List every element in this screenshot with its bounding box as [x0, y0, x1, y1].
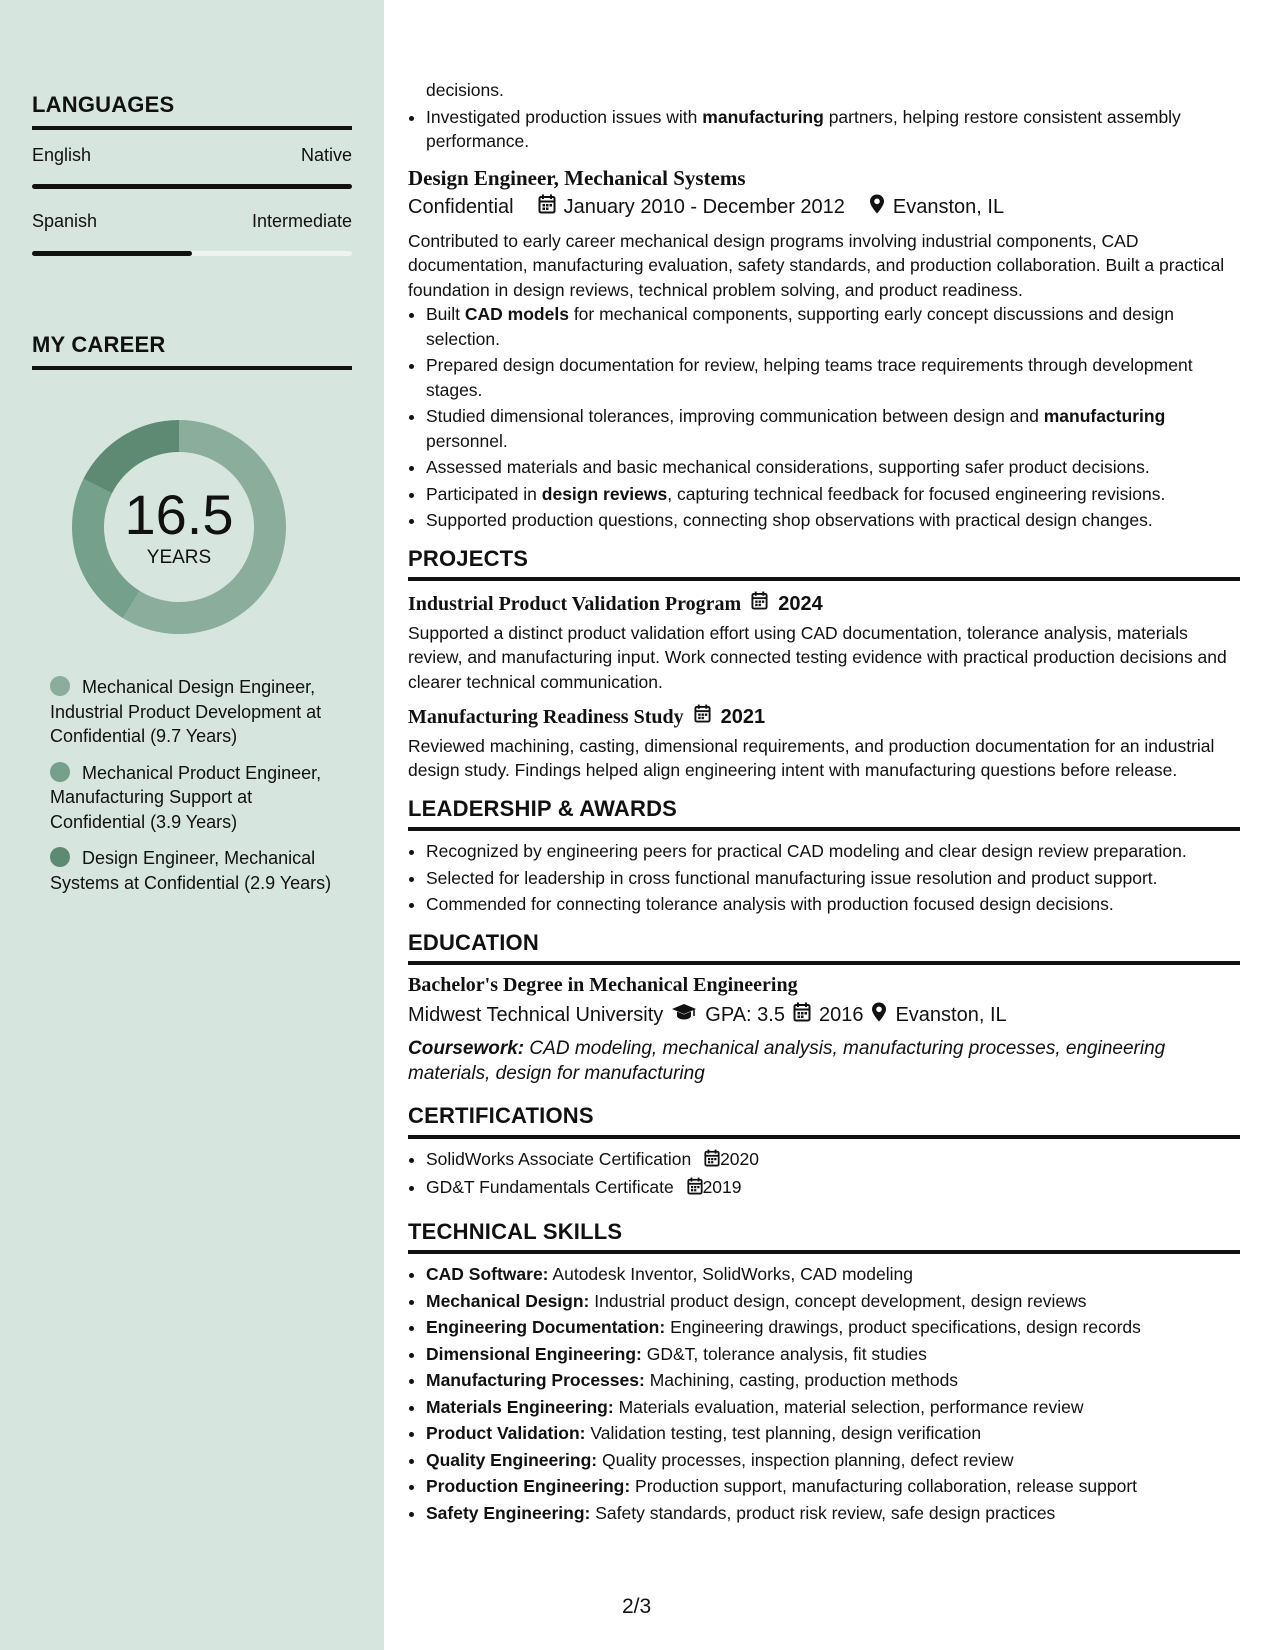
- calendar-icon: [538, 194, 556, 221]
- skills-list: [408, 1262, 1240, 1525]
- skill-item: [426, 1289, 1240, 1314]
- project-title: Manufacturing Readiness Study: [408, 705, 684, 728]
- skill-value: Materials evaluation, material selection, performance review: [618, 1396, 1084, 1417]
- education-location: Evanston, IL: [895, 1003, 1007, 1026]
- location-pin-icon: [871, 1002, 887, 1029]
- bullet-text: Participated in: [426, 483, 542, 504]
- language-name: English: [32, 145, 92, 165]
- skill-value: Autodesk Inventor, SolidWorks, CAD modeling: [552, 1264, 913, 1284]
- bullet-continuation: [426, 78, 1240, 103]
- experience-bullet: [426, 482, 1240, 507]
- coursework-label: Coursework:: [408, 1038, 525, 1059]
- project-year: 2021: [720, 705, 766, 728]
- experience-bullet: [426, 353, 1240, 402]
- education-gpa: GPA: 3.5: [705, 1003, 785, 1026]
- language-proficiency-bar: [32, 251, 352, 256]
- carryover-bullets: [408, 78, 1240, 154]
- calendar-icon: [751, 591, 768, 617]
- experience-bullet: [426, 508, 1240, 533]
- education-school: Midwest Technical University: [408, 1003, 664, 1026]
- job-company: Confidential: [408, 196, 514, 218]
- career-item-text: Mechanical Product Engineer, Manufacturing Support at Confidential (3.9 Years): [50, 762, 322, 832]
- language-level: Native: [300, 145, 352, 165]
- skill-label: Manufacturing Processes:: [426, 1370, 645, 1390]
- language-proficiency-fill: [32, 184, 352, 189]
- certifications-list: [408, 1147, 1240, 1202]
- career-item-text: Mechanical Design Engineer, Industrial Product Development at Confidential (9.7 Years): [50, 677, 322, 746]
- job-meta: [408, 194, 1240, 221]
- bullet-text: partners, helping restore consistent assembly performance.: [426, 106, 1181, 151]
- calendar-icon: [687, 1177, 703, 1202]
- education-heading: EDUCATION: [408, 931, 1240, 966]
- skill-item: [426, 1421, 1240, 1446]
- leadership-item: • Recognized by engineering peers for practical CAD modeling and clear design review preparation.: [426, 839, 1240, 864]
- language-name: Spanish: [32, 211, 98, 231]
- projects-heading: PROJECTS: [408, 547, 1240, 582]
- skills-heading: TECHNICAL SKILLS: [408, 1220, 1240, 1255]
- skill-value: Validation testing, test planning, design verification: [590, 1423, 982, 1443]
- career-total-unit: YEARS: [146, 547, 212, 568]
- bullet-text: decisions.: [426, 80, 504, 100]
- certification-year: 2020: [720, 1148, 760, 1169]
- leadership-item: • Selected for leadership in cross functional manufacturing issue resolution and product support.: [426, 866, 1240, 891]
- skill-item: [426, 1315, 1240, 1340]
- skill-label: CAD Software:: [426, 1264, 549, 1284]
- skill-value: Production support, manufacturing collaboration, release support: [635, 1476, 1138, 1496]
- language-row: [32, 145, 352, 166]
- skill-item: [426, 1368, 1240, 1393]
- career-legend-dot: [50, 762, 70, 782]
- job-location: Evanston, IL: [892, 196, 1005, 218]
- bullet-text: personnel.: [426, 430, 508, 451]
- career-donut-chart: [66, 414, 292, 640]
- bullet-text: Prepared design documentation for review, helping teams trace requirements through development stages.: [426, 355, 1193, 400]
- calendar-icon: [694, 704, 711, 730]
- project-title: Industrial Product Validation Program: [408, 592, 742, 615]
- career-total-years: 16.5: [124, 483, 234, 546]
- education-meta: [408, 1002, 1240, 1029]
- career-heading: MY CAREER: [32, 332, 352, 370]
- emphasis-text: manufacturing: [702, 106, 824, 127]
- languages-heading: LANGUAGES: [32, 92, 352, 130]
- experience-bullet: [426, 455, 1240, 480]
- education-coursework: [408, 1036, 1240, 1086]
- skill-label: Production Engineering:: [426, 1476, 631, 1496]
- graduation-cap-icon: [671, 1003, 697, 1028]
- experience-bullet: [426, 105, 1240, 154]
- skill-label: Mechanical Design:: [426, 1290, 590, 1311]
- skill-label: Quality Engineering:: [426, 1449, 598, 1470]
- skill-label: Dimensional Engineering:: [426, 1343, 642, 1364]
- leadership-item: • Commended for connecting tolerance analysis with production focused design decisions.: [426, 892, 1240, 917]
- certification-item: [426, 1175, 1240, 1202]
- skill-label: Product Validation:: [426, 1423, 586, 1443]
- bullet-text: Supported production questions, connecting shop observations with practical design changes.: [426, 510, 1153, 530]
- skill-value: Engineering drawings, product specifications, design records: [670, 1317, 1141, 1337]
- career-item-text: Design Engineer, Mechanical Systems at Confidential (2.9 Years): [50, 848, 332, 893]
- calendar-icon: [793, 1002, 811, 1029]
- language-proficiency-fill: [32, 251, 192, 256]
- calendar-icon: [704, 1149, 720, 1174]
- skill-value: Safety standards, product risk review, safe design practices: [595, 1502, 1056, 1523]
- education-degree: Bachelor's Degree in Mechanical Engineering: [408, 974, 798, 996]
- job-summary: Contributed to early career mechanical design programs involving industrial components, CAD documentation, manufacturing evaluation, safety standards, and production collaboration. Built a practical foundation in design reviews, technical problem solving, and product readiness.: [408, 230, 1225, 300]
- bullet-text: , capturing technical feedback for focused engineering revisions.: [667, 483, 1166, 504]
- project-title-row: [408, 591, 1240, 617]
- education-year: 2016: [818, 1003, 864, 1026]
- project-description: Reviewed machining, casting, dimensional requirements, and production documentation for an industrial design study. Findings helped align engineering intent with manufacturing questions before release.: [408, 735, 1215, 780]
- skill-label: Engineering Documentation:: [426, 1317, 666, 1337]
- bullet-text: Studied dimensional tolerances, improving communication between design and: [426, 406, 1044, 426]
- skill-label: Safety Engineering:: [426, 1502, 591, 1523]
- skill-value: Machining, casting, production methods: [649, 1370, 959, 1390]
- sidebar: [0, 0, 384, 1650]
- bullet-text: Assessed materials and basic mechanical considerations, supporting safer product decisions.: [426, 457, 1150, 477]
- skill-value: GD&T, tolerance analysis, fit studies: [646, 1343, 927, 1364]
- bullet-text: for mechanical components, supporting early concept discussions and design selection.: [426, 304, 1175, 349]
- page-number: 2/3: [622, 1595, 652, 1618]
- bullet-text: Investigated production issues with: [426, 106, 703, 127]
- skill-item: [426, 1448, 1240, 1473]
- main-content: [408, 78, 1240, 1527]
- certification-name: GD&T Fundamentals Certificate: [426, 1177, 674, 1197]
- skill-item: [426, 1262, 1240, 1287]
- certification-name: SolidWorks Associate Certification: [426, 1148, 692, 1169]
- location-pin-icon: [869, 194, 885, 221]
- career-legend-dot: [50, 676, 70, 696]
- job-bullets: [408, 302, 1240, 533]
- certifications-heading: CERTIFICATIONS: [408, 1104, 1240, 1139]
- certification-year: 2019: [702, 1177, 742, 1197]
- skill-value: Quality processes, inspection planning, defect review: [602, 1449, 1014, 1470]
- skill-item: [426, 1474, 1240, 1499]
- career-list: [50, 675, 335, 907]
- coursework-text: CAD modeling, mechanical analysis, manufacturing processes, engineering materials, design for manufacturing: [408, 1038, 1166, 1084]
- leadership-list: [408, 839, 1240, 917]
- emphasis-text: design reviews: [541, 483, 668, 504]
- skill-value: Industrial product design, concept development, design reviews: [594, 1290, 1087, 1311]
- project-description: Supported a distinct product validation effort using CAD documentation, tolerance analysis, materials review, and manufacturing input. Work connected testing evidence with practical production decisions and clearer technical communication.: [408, 622, 1227, 692]
- project-year: 2024: [778, 592, 823, 615]
- career-donut-label: [66, 414, 292, 640]
- certification-item: [426, 1147, 1240, 1174]
- skill-item: [426, 1501, 1240, 1526]
- career-item: [50, 675, 335, 749]
- job-title: Design Engineer, Mechanical Systems: [408, 165, 746, 190]
- skill-label: Materials Engineering:: [426, 1396, 614, 1417]
- experience-bullet: [426, 404, 1240, 453]
- job-dates: January 2010 - December 2012: [563, 196, 845, 218]
- language-proficiency-bar: [32, 184, 352, 189]
- career-item: [50, 846, 335, 895]
- skill-item: [426, 1342, 1240, 1367]
- emphasis-text: manufacturing: [1043, 406, 1166, 426]
- emphasis-text: CAD models: [464, 304, 569, 324]
- language-row: [32, 211, 352, 232]
- language-level: Intermediate: [251, 211, 352, 231]
- career-legend-dot: [50, 847, 70, 867]
- bullet-text: Built: [426, 304, 465, 324]
- leadership-heading: LEADERSHIP & AWARDS: [408, 797, 1240, 832]
- skill-item: [426, 1395, 1240, 1420]
- project-title-row: [408, 704, 1240, 730]
- experience-bullet: [426, 302, 1240, 351]
- career-item: [50, 761, 335, 835]
